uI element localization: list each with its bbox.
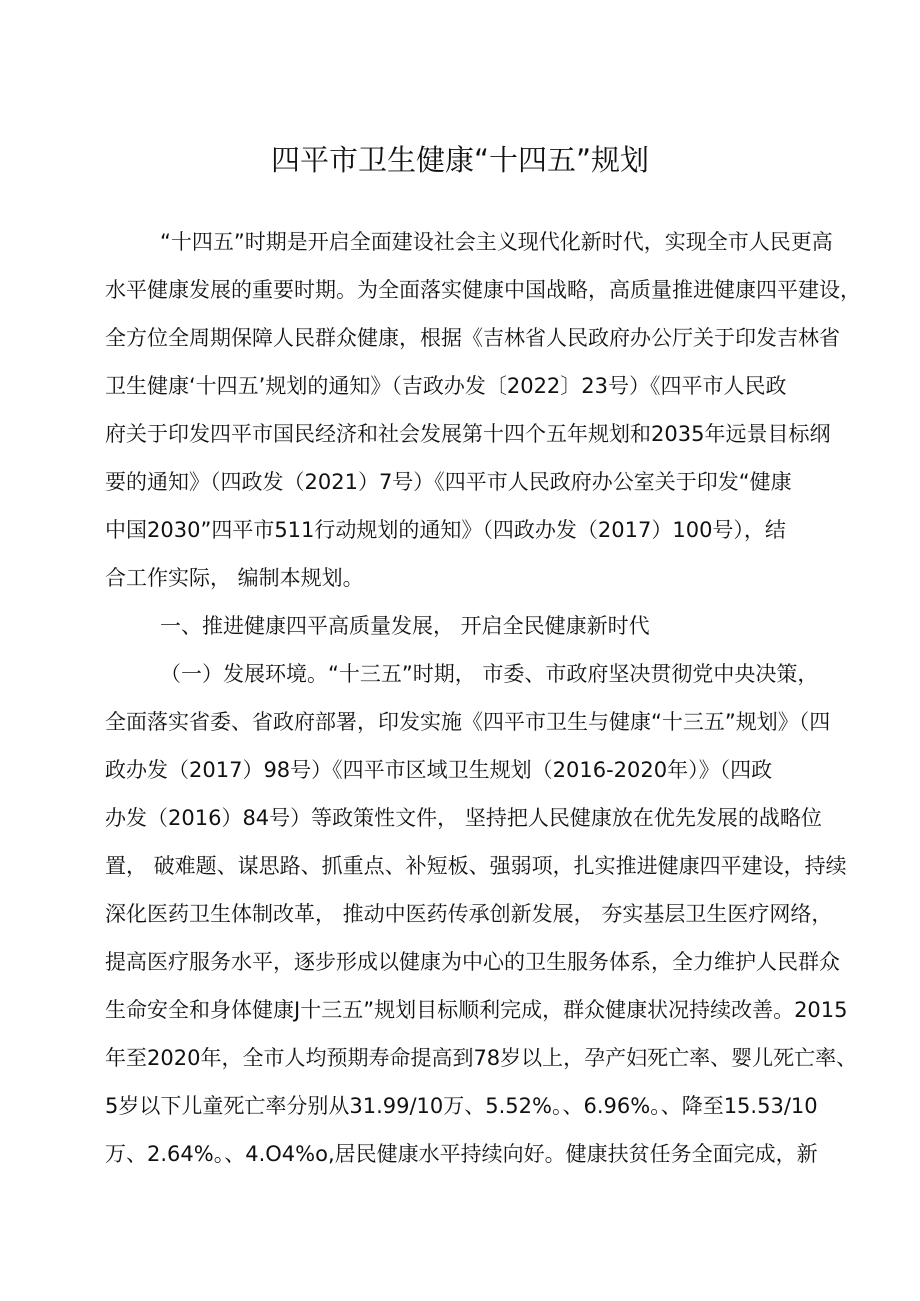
body-line-14: 深化医药卫生体制改革， 推动中医药传承创新发展， 夯实基层卫生医疗网络， <box>105 902 833 926</box>
body-line-10: 全面落实省委、省政府部署，印发实施《四平市卫生与健康“十三五”规划》（四 <box>105 710 831 734</box>
body-line-1: “十四五”时期是开启全面建设社会主义现代化新时代，实现全市人民更高 <box>160 230 833 254</box>
body-line-7: 中国2030”四平市511行动规划的通知》（四政办发（2017）100号），结 <box>105 518 786 542</box>
section-heading-1: 一、推进健康四平高质量发展， 开启全民健康新时代 <box>160 614 650 638</box>
body-line-13: 置， 破难题、谋思路、抓重点、补短板、强弱项，扎实推进健康四平建设，持续 <box>105 854 847 878</box>
body-line-4: 卫生健康‘十四五’规划的通知》（吉政办发〔2022〕23号）《四平市人民政 <box>105 374 787 398</box>
body-line-8: 合工作实际， 编制本规划。 <box>105 566 364 590</box>
body-line-19: 万、2.64%。、4.O4%o,居民健康水平持续向好。健康扶贫任务全面完成，新 <box>105 1142 818 1166</box>
body-line-11: 政办发（2017）98号）《四平市区域卫生规划（2016-2020年）》（四政 <box>105 758 773 782</box>
document-title: 四平市卫生健康“十四五”规划 <box>270 143 650 177</box>
body-line-2: 水平健康发展的重要时期。为全面落实健康中国战略，高质量推进健康四平建设， <box>105 278 861 302</box>
subsection-line-1: （一）发展环境。“十三五”时期， 市委、市政府坚决贯彻党中央决策， <box>160 662 819 686</box>
body-line-15: 提高医疗服务水平，逐步形成以健康为中心的卫生服务体系，全力维护人民群众 <box>105 950 840 974</box>
body-line-3: 全方位全周期保障人民群众健康，根据《吉林省人民政府办公厅关于印发吉林省 <box>105 326 840 350</box>
body-line-17: 年至2020年，全市人均预期寿命提高到78岁以上，孕产妇死亡率、婴儿死亡率、 <box>105 1046 858 1070</box>
body-line-5: 府关于印发四平市国民经济和社会发展第十四个五年规划和2035年远景目标纲 <box>105 422 831 446</box>
body-line-12: 办发（2016）84号）等政策性文件， 坚持把人民健康放在优先发展的战略位 <box>105 806 822 830</box>
body-line-18: 5岁以下儿童死亡率分别从31.99/10万、5.52%。、6.96%。、降至15.53/10 <box>105 1094 818 1118</box>
body-line-6: 要的通知》（四政发（2021）7号）《四平市人民政府办公室关于印发“健康 <box>105 470 792 494</box>
body-line-16: 生命安全和身体健康J十三五”规划目标顺利完成，群众健康状况持续改善。2015 <box>105 998 848 1022</box>
